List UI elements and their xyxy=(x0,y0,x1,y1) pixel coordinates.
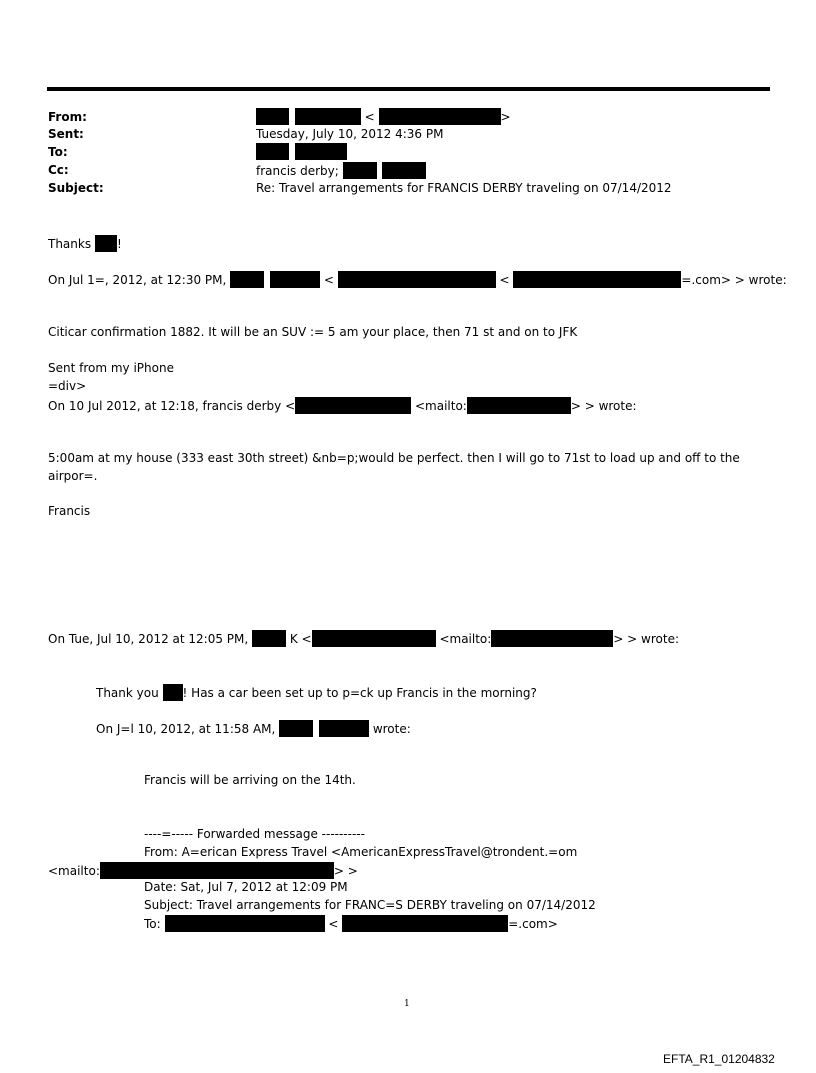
reply-header-tue: On Tue, Jul 10, 2012 at 12:05 PM, K < <mailto: > > wrote: xyxy=(48,632,680,646)
redaction-box xyxy=(342,915,508,932)
redaction-box xyxy=(100,862,334,879)
forwarded-date: Date: Sat, Jul 7, 2012 at 12:09 PM xyxy=(144,880,348,894)
redaction-box xyxy=(256,108,289,125)
forwarded-from: From: A=erican Express Travel <AmericanExpressTravel@trondent.=om xyxy=(144,845,578,859)
redaction-box xyxy=(230,271,264,288)
house-line-2: airpor=. xyxy=(48,469,98,483)
redaction-box xyxy=(319,720,369,737)
redaction-box xyxy=(165,915,325,932)
redaction-box xyxy=(295,108,361,125)
reply-header-jul10: On 10 Jul 2012, at 12:18, francis derby < <mailto: > > wrote: xyxy=(48,399,637,413)
house-line-1: 5:00am at my house (333 east 30th street) &nb=p;would be perfect. then I will go to 71st to load up and off to the xyxy=(48,451,740,465)
redaction-box xyxy=(295,397,411,414)
redaction-box xyxy=(513,271,681,288)
thanks-line: Thanks ! xyxy=(48,237,122,251)
reply-header-jl10: On J=l 10, 2012, at 11:58 AM, wrote: xyxy=(96,722,411,736)
reply-header-jul1: On Jul 1=, 2012, at 12:30 PM, < < =.com> > wrote: xyxy=(48,273,787,287)
div-tag-line: =div> xyxy=(48,379,87,393)
cc-value: francis derby; xyxy=(256,162,426,179)
header-rule xyxy=(47,87,770,91)
redaction-box xyxy=(256,143,289,160)
citicar-line: Citicar confirmation 1882. It will be an SUV := 5 am your place, then 71 st and on to JFK xyxy=(48,325,578,339)
subject-value: Re: Travel arrangements for FRANCIS DERBY traveling on 07/14/2012 xyxy=(256,181,672,195)
cc-label: Cc: xyxy=(48,163,69,177)
redaction-box xyxy=(163,684,183,701)
forwarded-mailto: <mailto: > > xyxy=(48,864,358,878)
redaction-box xyxy=(491,630,613,647)
arriving-line: Francis will be arriving on the 14th. xyxy=(144,773,356,787)
subject-label: Subject: xyxy=(48,181,104,195)
from-value: < > xyxy=(256,108,511,125)
redaction-box xyxy=(467,397,571,414)
redaction-box xyxy=(343,162,377,179)
redaction-box xyxy=(379,108,501,125)
sent-value: Tuesday, July 10, 2012 4:36 PM xyxy=(256,127,444,141)
francis-signature: Francis xyxy=(48,504,91,518)
redaction-box xyxy=(252,630,286,647)
forwarded-to: To: < =.com> xyxy=(144,917,558,931)
redaction-box xyxy=(382,162,426,179)
forwarded-subject: Subject: Travel arrangements for FRANC=S DERBY traveling on 07/14/2012 xyxy=(144,898,596,912)
redaction-box xyxy=(338,271,496,288)
redaction-box xyxy=(95,235,117,252)
redaction-box xyxy=(295,143,347,160)
from-label: From: xyxy=(48,110,87,124)
document-id: EFTA_R1_01204832 xyxy=(663,1052,775,1066)
redaction-box xyxy=(279,720,313,737)
redaction-box xyxy=(270,271,320,288)
forwarded-header: ----=----- Forwarded message ---------- xyxy=(144,827,365,841)
to-value xyxy=(256,143,347,160)
sent-label: Sent: xyxy=(48,127,84,141)
sent-from-iphone: Sent from my iPhone xyxy=(48,361,174,375)
thank-you-line: Thank you ! Has a car been set up to p=ck up Francis in the morning? xyxy=(96,686,537,700)
redaction-box xyxy=(312,630,436,647)
page-number: 1 xyxy=(404,999,410,1009)
to-label: To: xyxy=(48,145,68,159)
